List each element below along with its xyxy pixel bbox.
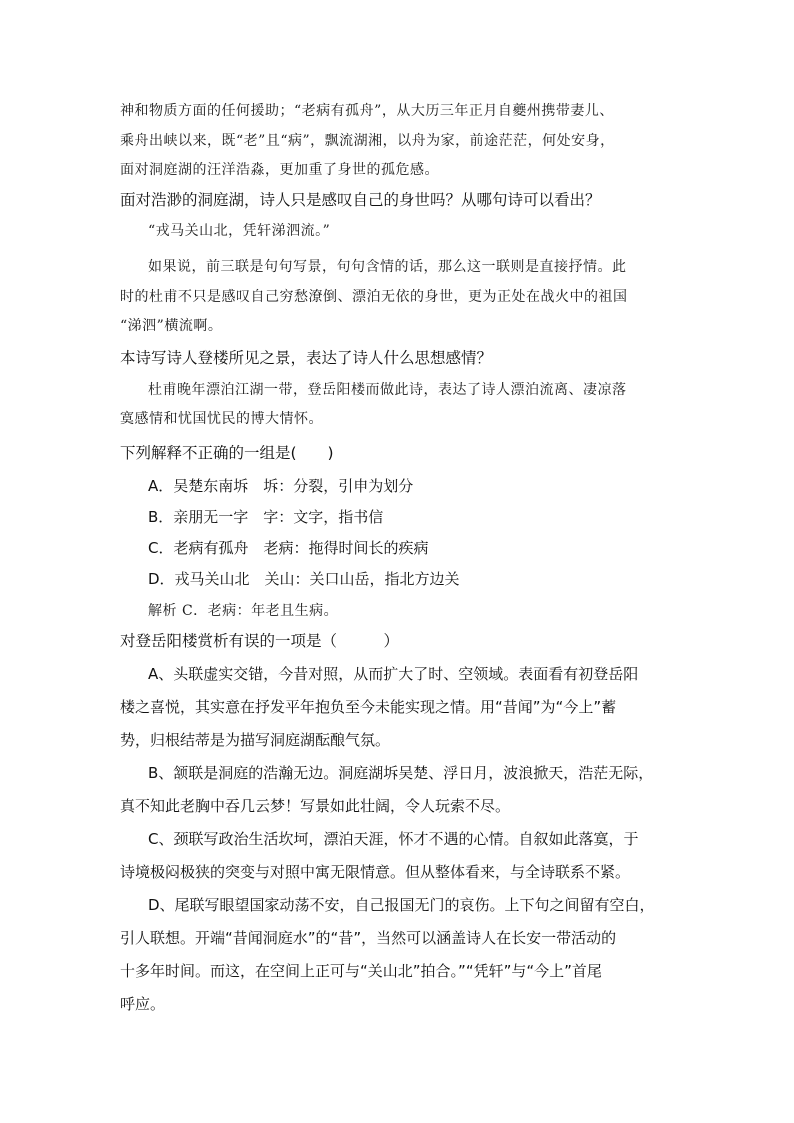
intro-line-2: 乘舟出峡以来，既“老”且“病”，飘流湖湘，以舟为家，前途茫茫，何处安身， <box>120 133 615 149</box>
q3-option-d: D．戎马关山北 关山：关口山岳，指北方边关 <box>148 570 460 588</box>
q4-option-b-line-2: 真不知此老胸中吞几云梦！写景如此壮阔，令人玩索不尽。 <box>120 797 511 815</box>
q1-answer-line-2: 时的杜甫不只是感叹自己穷愁潦倒、漂泊无依的身世，更为正处在战火中的祖国 <box>120 289 628 305</box>
q4-option-d-line-2: 引人联想。开端“昔闻洞庭水”的“昔”，当然可以涵盖诗人在长安一带活动的 <box>120 929 617 947</box>
q4-option-c-line-2: 诗境极闷极狭的突变与对照中寓无限情意。但从整体看来，与全诗联系不紧。 <box>120 863 631 881</box>
q2-answer-line-1: 杜甫晚年漂泊江湖一带，登岳阳楼而做此诗，表达了诗人漂泊流离、凄凉落 <box>148 382 627 398</box>
q4-option-d-line-3: 十多年时间。而这，在空间上正可与“关山北”拍合。”“凭轩”与“今上”首尾 <box>120 962 602 980</box>
question-4: 对登岳阳楼赏析有误的一项是（ ） <box>120 632 400 650</box>
q4-option-a-line-3: 势，归根结蒂是为描写洞庭湖酝酿气氛。 <box>120 731 391 749</box>
intro-line-1: 神和物质方面的任何援助；“老病有孤舟”，从大历三年正月自夔州携带妻儿、 <box>120 103 614 119</box>
q4-option-d-line-4: 呼应。 <box>120 995 166 1013</box>
q1-quote: “戎马关山北，凭轩涕泗流。” <box>148 223 331 239</box>
q3-option-a: A．吴楚东南坼 坼：分裂，引申为划分 <box>148 477 414 495</box>
q3-option-b: B．亲朋无一字 字：文字，指书信 <box>148 508 384 526</box>
question-3: 下列解释不正确的一组是( ) <box>120 444 334 462</box>
q4-option-a-line-2: 楼之喜悦，其实意在抒发平年抱负至今未能实现之情。用“昔闻”为“今上”蓄 <box>120 698 617 716</box>
q3-analysis: 解析 C．老病：年老且生病。 <box>148 603 339 619</box>
q1-answer-line-1: 如果说，前三联是句句写景，句句含情的话，那么这一联则是直接抒情。此 <box>148 259 627 275</box>
q4-option-b-line-1: B、颔联是洞庭的浩瀚无边。洞庭湖坼吴楚、浮日月，波浪掀天，浩茫无际， <box>148 764 654 782</box>
q4-option-c-line-1: C、颈联写政治生活坎坷，漂泊天涯，怀才不遇的心情。自叙如此落寞，于 <box>148 830 639 848</box>
q2-answer-line-2: 寞感情和忧国忧民的博大情怀。 <box>120 411 323 427</box>
q4-option-a-line-1: A、头联虚实交错，今昔对照，从而扩大了时、空领域。表面看有初登岳阳 <box>148 665 639 683</box>
q3-option-c: C．老病有孤舟 老病：拖得时间长的疾病 <box>148 539 429 557</box>
q1-answer-line-3: “涕泗”横流啊。 <box>120 318 223 334</box>
intro-line-3: 面对洞庭湖的汪洋浩淼，更加重了身世的孤危感。 <box>120 162 439 178</box>
question-1: 面对浩渺的洞庭湖，诗人只是感叹自己的身世吗？从哪句诗可以看出？ <box>120 191 601 209</box>
q4-option-d-line-1: D、尾联写眼望国家动荡不安，自己报国无门的哀伤。上下句之间留有空白， <box>148 896 655 914</box>
question-2: 本诗写诗人登楼所见之景，表达了诗人什么思想感情？ <box>120 349 493 367</box>
